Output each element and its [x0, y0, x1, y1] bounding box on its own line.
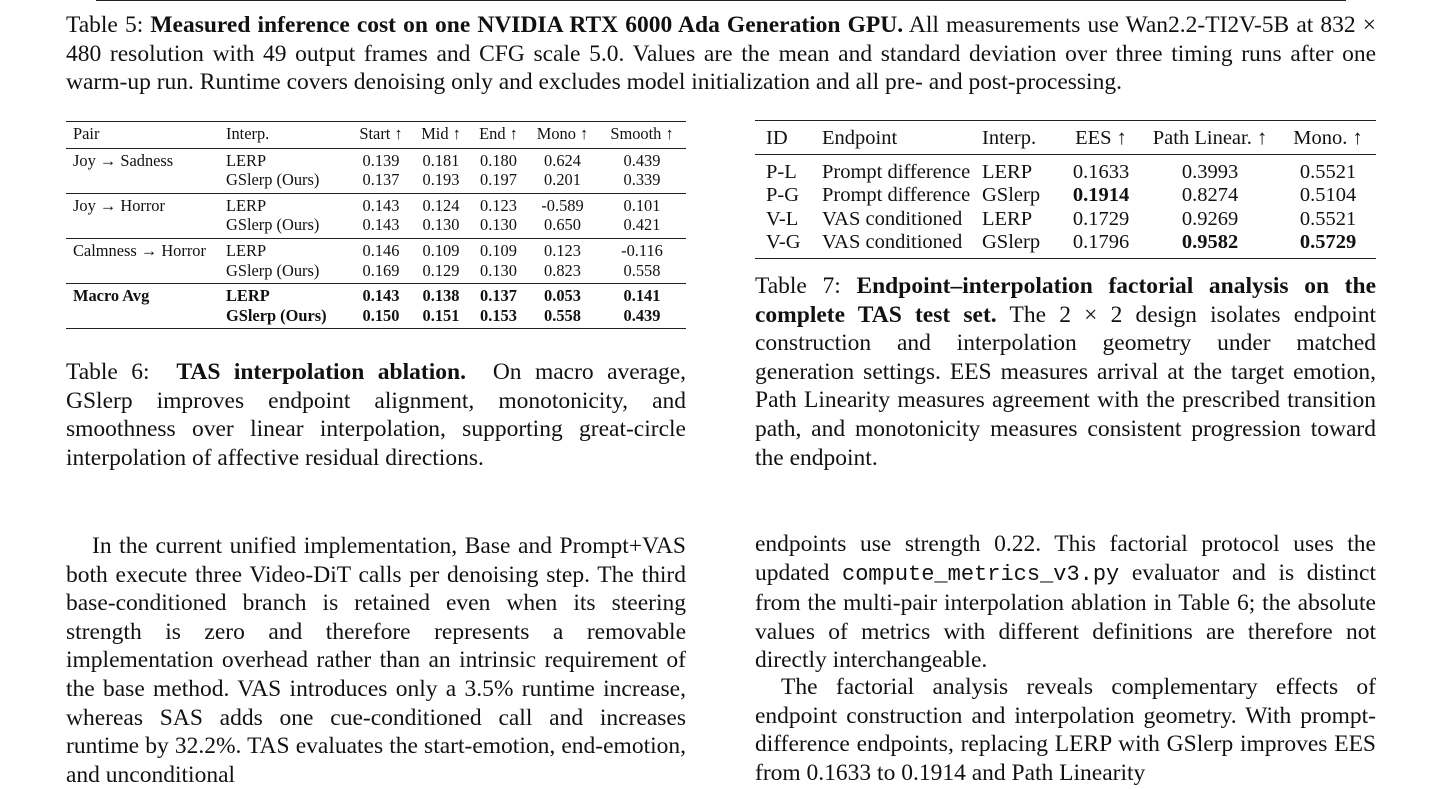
table-cell-id: V-G: [755, 231, 811, 259]
table-cell-mono: 0.123: [544, 240, 581, 260]
table-cell-endpoint: VAS conditioned: [811, 231, 982, 259]
table-row: [755, 208, 1376, 231]
table-row: [755, 231, 1376, 259]
table-cell-interp: LERP: [982, 207, 1033, 230]
table6-title: TAS interpolation ablation.: [176, 359, 466, 385]
table-cell-smooth: 0.339: [598, 170, 686, 193]
table-cell-start: 0.143: [362, 286, 400, 306]
table-cell-path: 0.8274: [1181, 184, 1239, 207]
table-cell-interp: LERP: [982, 161, 1033, 184]
table-row: [66, 238, 686, 260]
table7: [755, 120, 1376, 259]
table-cell-mono: -0.589: [541, 195, 584, 215]
col-header-mid: Mid ↑: [412, 122, 470, 149]
col-header-mono: Mono. ↑: [1280, 121, 1376, 155]
col-header-mono: Mono ↑: [527, 122, 598, 149]
table-row: [66, 284, 686, 306]
table-cell-pair: [66, 306, 226, 329]
table-cell-mid: 0.151: [412, 306, 470, 329]
table-cell-mono: 0.558: [527, 306, 598, 329]
table-cell-smooth: 0.439: [598, 306, 686, 329]
table-cell-start: 0.146: [362, 240, 400, 260]
table6-caption-text: On macro average, GSlerp improves endpoint alignment, monotonicity, and smoothness over linear interpolation, supporting great-circle interpolation of affective residual directions.: [66, 359, 687, 471]
table-cell-smooth: 0.141: [623, 286, 661, 306]
table-cell-mono: 0.5521: [1299, 161, 1357, 184]
table-cell-smooth: 0.421: [598, 215, 686, 238]
table-cell-mono: 0.5729: [1280, 231, 1376, 259]
table-row: [66, 215, 686, 238]
table-cell-endpoint: VAS conditioned: [822, 207, 963, 230]
col-header-path-linear: Path Linear. ↑: [1140, 121, 1280, 155]
table7-grid: [755, 120, 1376, 259]
table-row: [755, 184, 1376, 207]
table-cell-path: 0.9269: [1181, 207, 1239, 230]
table-cell-start: 0.169: [350, 261, 412, 284]
table-cell-mid: 0.181: [422, 150, 460, 170]
table-cell-end: 0.153: [470, 306, 527, 329]
table-cell-ees: 0.1796: [1062, 231, 1140, 259]
table-cell-start: 0.143: [362, 195, 400, 215]
table-row: [66, 306, 686, 329]
table-cell-smooth: 0.101: [623, 195, 661, 215]
table-cell-end: 0.137: [480, 286, 517, 306]
body-paragraph-right-2: The factorial analysis reveals complementary effects of endpoint construction and interpolation geometry. With prompt-difference endpoints, replacing LERP with GSlerp improves EES from 0.1633 to 0.1914 and Path Linearity: [755, 674, 1376, 786]
col-header-endpoint: Endpoint: [811, 121, 982, 155]
table5-title: Measured inference cost on one NVIDIA RTX 6000 Ada Generation GPU.: [150, 12, 904, 38]
table-cell-pair: Calmness → Horror: [73, 240, 206, 260]
table5-caption-text: All measurements use Wan2.2-TI2V-5B at 832 × 480 resolution with 49 output frames and CFG scale 5.0. Values are the mean and standard deviation over three timing runs after one warm-up run. Runtime covers denoising only and excludes model initialization and all pre- and post-processing.: [66, 12, 1376, 96]
table-cell-smooth: 0.439: [623, 150, 661, 170]
table-cell-mono: 0.201: [527, 170, 598, 193]
table5-caption: [66, 11, 1376, 97]
table5-label: Table 5:: [66, 12, 144, 38]
table-cell-mono: 0.823: [527, 261, 598, 284]
code-filename: compute_metrics_v3.py: [842, 561, 1120, 587]
body-paragraph-right-1: [755, 530, 1376, 675]
table-cell-pair: [66, 215, 226, 238]
table6: [66, 121, 686, 329]
table-cell-pair: [66, 170, 226, 193]
table-cell-end: 0.109: [480, 240, 517, 260]
p2-text-after: evaluator and is distinct from the multi-pair interpolation ablation in Table 6; the absolute values of metrics with different definitions are therefore not directly interchangeable.: [755, 559, 1376, 674]
table-cell-mono: 0.650: [527, 215, 598, 238]
table-row: [755, 155, 1376, 185]
table-cell-mid: 0.109: [422, 240, 460, 260]
col-header-pair: Pair: [66, 122, 226, 149]
table-cell-mono: 0.053: [544, 286, 581, 306]
table-cell-start: 0.137: [350, 170, 412, 193]
table-cell-interp: GSlerp (Ours): [226, 215, 350, 238]
table-cell-interp: LERP: [226, 150, 267, 170]
table-cell-endpoint: Prompt difference: [822, 161, 971, 184]
table-cell-id: V-L: [766, 207, 799, 230]
table-cell-path: 0.3993: [1181, 161, 1239, 184]
table-cell-id: P-L: [766, 161, 797, 184]
table-cell-interp: LERP: [226, 286, 270, 306]
table7-caption: [755, 272, 1376, 472]
table-cell-start: 0.150: [350, 306, 412, 329]
table-row: [66, 170, 686, 193]
table-cell-mono: 0.624: [544, 150, 581, 170]
table-cell-start: 0.143: [350, 215, 412, 238]
table6-grid: [66, 121, 686, 329]
table-cell-smooth: 0.558: [598, 261, 686, 284]
table-cell-pair: [66, 261, 226, 284]
table6-label: Table 6:: [66, 359, 150, 385]
table-cell-pair: Joy → Sadness: [73, 150, 174, 170]
table-cell-interp: LERP: [226, 240, 267, 260]
table-cell-ees: 0.1729: [1072, 207, 1130, 230]
table-cell-start: 0.139: [362, 150, 400, 170]
table-cell-interp: GSlerp (Ours): [226, 170, 350, 193]
table-row: [66, 193, 686, 215]
table-cell-pair: Macro Avg: [73, 286, 150, 306]
body-paragraph-left: In the current unified implementation, Base and Prompt+VAS both execute three Video-DiT calls per denoising step. The third base-conditioned branch is retained even when its steering strength is zero and therefore represents a removable implementation overhead rather than an intrinsic requirement of the base method. VAS introduces only a 3.5% runtime increase, whereas SAS adds one cue-conditioned call and increases runtime by 32.2%. TAS evaluates the start-emotion, end-emotion, and unconditional: [66, 533, 686, 788]
table-cell-ees: 0.1633: [1072, 161, 1130, 184]
col-header-smooth: Smooth ↑: [598, 122, 686, 149]
col-header-start: Start ↑: [350, 122, 412, 149]
table-cell-end: 0.130: [470, 261, 527, 284]
table-cell-interp: GSlerp (Ours): [226, 261, 350, 284]
table-row: [66, 148, 686, 170]
col-header-end: End ↑: [470, 122, 527, 149]
table-cell-id: P-G: [766, 184, 800, 207]
table-row: [66, 261, 686, 284]
table-cell-path: 0.9582: [1140, 231, 1280, 259]
table7-caption-text: The 2 × 2 design isolates endpoint construction and interpolation geometry under matched generation settings. EES measures arrival at the target emotion, Path Linearity measures agreement with the prescribed transition path, and monotonicity measures consistent progression toward the endpoint.: [755, 301, 1377, 471]
col-header-interp: Interp.: [982, 121, 1062, 155]
table7-label: Table 7:: [755, 273, 841, 299]
table-cell-pair: Joy → Horror: [73, 195, 165, 215]
table7-title: Endpoint–interpolation factorial analysis on the complete TAS test set.: [755, 273, 1377, 328]
table-cell-mono: 0.5104: [1299, 184, 1357, 207]
table-cell-end: 0.123: [480, 195, 517, 215]
col-header-ees: EES ↑: [1062, 121, 1140, 155]
table-cell-end: 0.197: [470, 170, 527, 193]
col-header-id: ID: [755, 121, 811, 155]
table-cell-end: 0.130: [470, 215, 527, 238]
table-cell-mid: 0.130: [412, 215, 470, 238]
table-cell-interp: LERP: [226, 195, 267, 215]
table-cell-mono: 0.5521: [1299, 207, 1357, 230]
table-cell-interp: GSlerp: [982, 184, 1041, 207]
p2-text-before: endpoints use strength 0.22. This factorial protocol uses the updated: [755, 531, 1376, 586]
table-cell-mid: 0.193: [412, 170, 470, 193]
table-cell-interp: GSlerp: [982, 231, 1062, 259]
table-cell-mid: 0.138: [422, 286, 460, 306]
table-cell-endpoint: Prompt difference: [822, 184, 971, 207]
table-cell-smooth: -0.116: [621, 240, 663, 260]
table-cell-mid: 0.129: [412, 261, 470, 284]
table6-caption: [66, 358, 686, 472]
table-cell-end: 0.180: [480, 150, 517, 170]
table-cell-ees: 0.1914: [1072, 184, 1130, 207]
table-cell-mid: 0.124: [422, 195, 460, 215]
table-cell-interp: GSlerp (Ours): [226, 306, 350, 329]
col-header-interp: Interp.: [226, 122, 350, 149]
top-rule: [96, 0, 1346, 1]
